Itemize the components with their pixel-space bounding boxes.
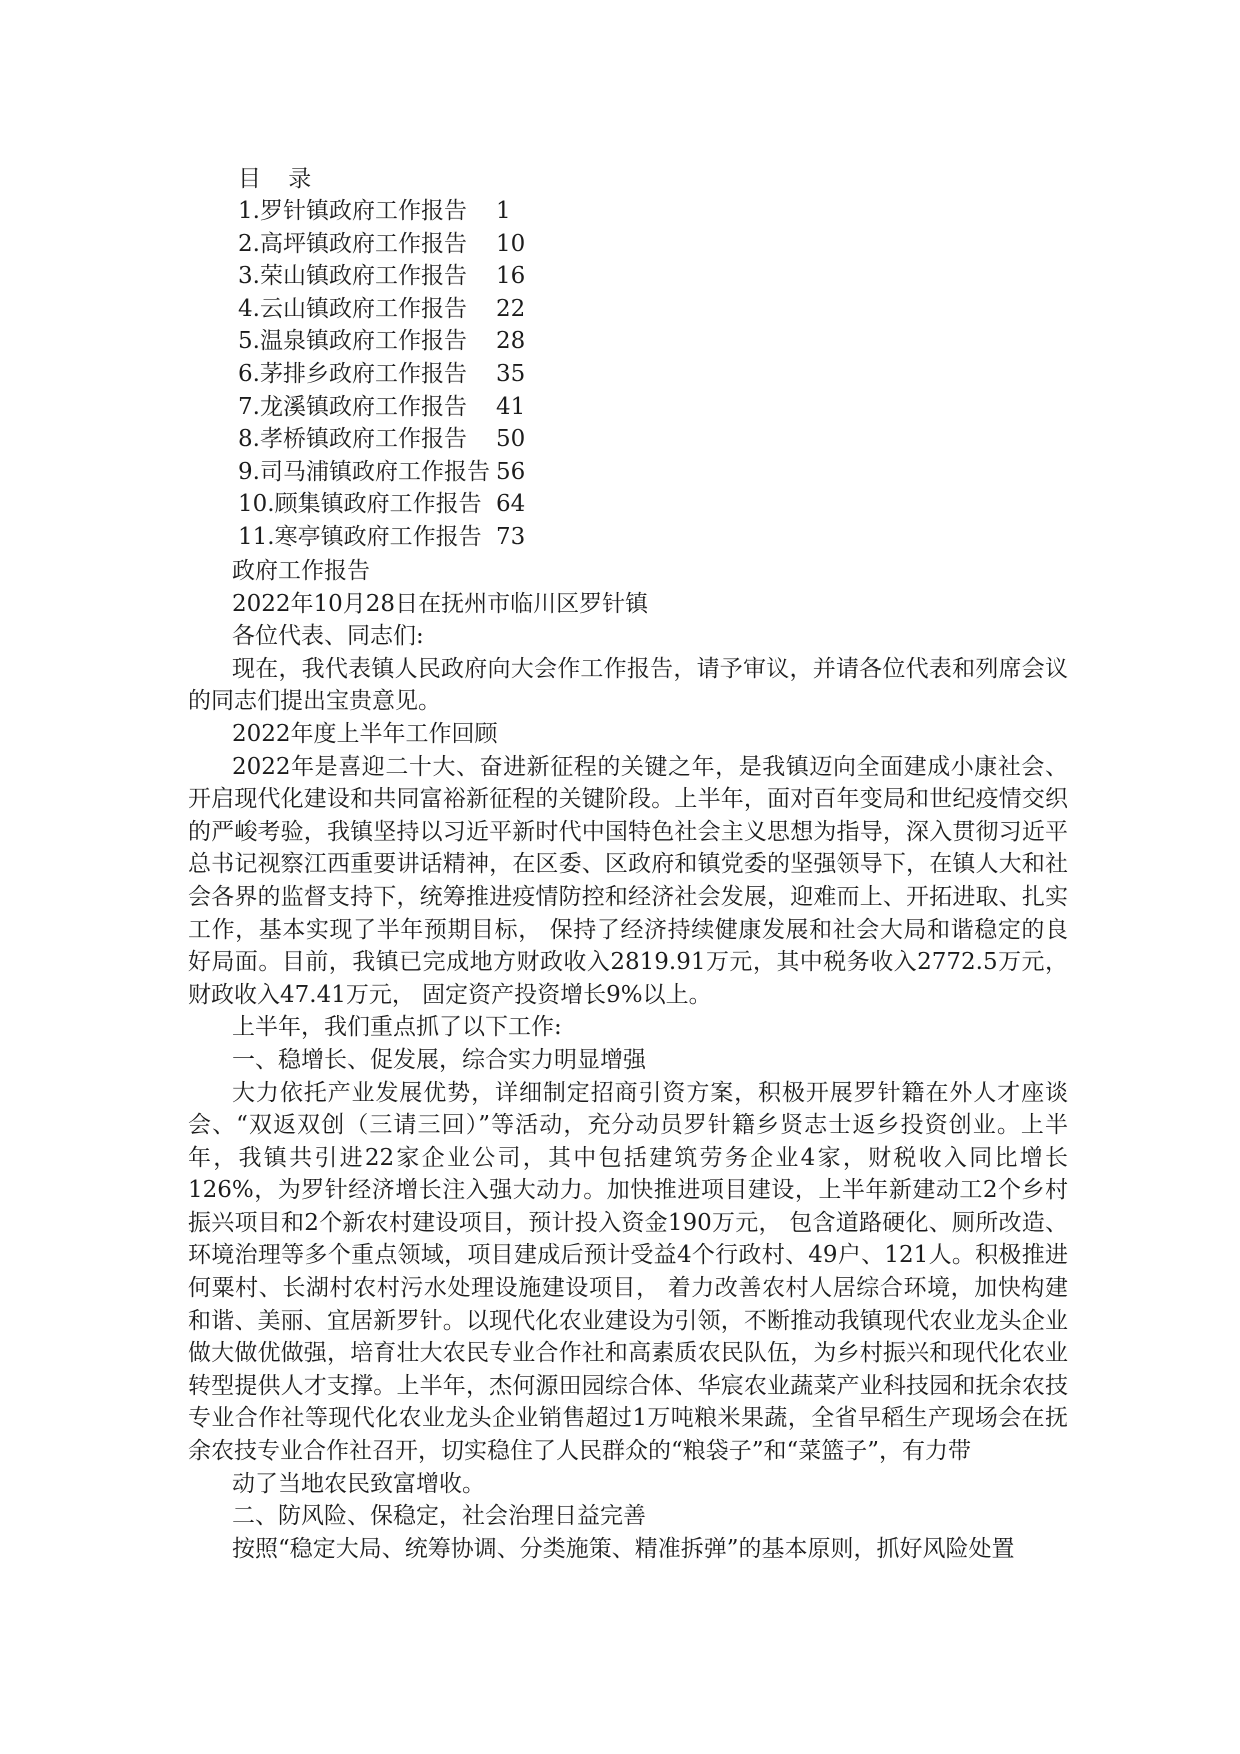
overview-paragraph: 2022年是喜迎二十大、奋进新征程的关键之年，是我镇迈向全面建成小康社会、开启现代化建设和共同富裕新征程的关键阶段。上半年，面对百年变局和世纪疫情交织的严峻考验，我镇坚持以习近平新时代中国特色社会主义思想为指导，深入贯彻习近平总书记视察江西重要讲话精神，在区委、区政府和镇党委的坚强领导下，在镇人大和社会各界的监督支持下，统筹推进疫情防控和经济社会发展，迎难而上、开拓进取、扎实工作，基本实现了半年预期目标， 保持了经济持续健康发展和社会大局和谐稳定的良好局面。目前，我镇已完成地方财政收入2819.91万元，其中税务收入2772.5万元，财政收入47.41万元， 固定资产投资增长9%以上。 <box>188 753 1068 1008</box>
toc-list <box>238 195 526 554</box>
toc-item-label: 7.龙溪镇政府工作报告 <box>238 393 467 420</box>
toc-item <box>238 260 526 293</box>
toc-item <box>238 293 526 326</box>
toc-item-label: 6.茅排乡政府工作报告 <box>238 360 467 387</box>
toc-item-label: 8.孝桥镇政府工作报告 <box>238 426 467 453</box>
toc-item-page: 64 <box>496 491 526 518</box>
toc-item <box>238 195 511 228</box>
toc-item-page: 41 <box>496 393 526 420</box>
heading-two: 二、防风险、保稳定，社会治理日益完善 <box>232 1503 646 1530</box>
salutation: 各位代表、同志们: <box>232 623 424 650</box>
toc-item-page: 22 <box>496 295 526 322</box>
intro-paragraph: 现在，我代表镇人民政府向大会作工作报告，请予审议，并请各位代表和列席会议的同志们提出宝贵意见。 <box>188 655 1068 715</box>
toc-title: 目 录 <box>238 166 322 192</box>
toc-item-page: 16 <box>496 263 526 290</box>
report-body <box>188 555 1068 1565</box>
toc-item-label: 1.罗针镇政府工作报告 <box>238 198 467 224</box>
toc-item-label: 10.顾集镇政府工作报告 <box>238 491 482 518</box>
toc-item <box>238 521 526 554</box>
toc-item <box>238 228 526 261</box>
toc-item-label: 9.司马浦镇政府工作报告 <box>238 458 490 485</box>
table-of-contents <box>238 163 526 554</box>
toc-item-label: 11.寒亭镇政府工作报告 <box>238 523 482 550</box>
section-title: 2022年度上半年工作回顾 <box>232 720 498 747</box>
paragraph-one: 大力依托产业发展优势，详细制定招商引资方案，积极开展罗针籍在外人才座谈会、“双返双创（三请三回）”等活动，充分动员罗针籍乡贤志士返乡投资创业。上半年，我镇共引进22家企业公司，其中包括建筑劳务企业4家，财税收入同比增长126%，为罗针经济增长注入强大动力。加快推进项目建设，上半年新建动工2个乡村振兴项目和2个新农村建设项目，预计投入资金190万元， 包含道路硬化、厕所改造、环境治理等多个重点领域，项目建成后预计受益4个行政村、49户、121人。积极推进何粟村、长湖村农村污水处理设施建设项目， 着力改善农村人居综合环境，加快构建和谐、美丽、宜居新罗针。以现代化农业建设为引领，不断推动我镇现代农业龙头企业做大做优做强，培育壮大农民专业合作社和高素质农民队伍，为乡村振兴和现代化农业转型提供人才支撑。上半年，杰何源田园综合体、华宸农业蔬菜产业科技园和抚余农技专业合作社等现代化农业龙头企业销售超过1万吨粮米果蔬，全省早稻生产现场会在抚余农技专业合作社召开，切实稳住了人民群众的“粮袋子”和“菜篮子”，有力带 <box>188 1079 1068 1465</box>
paragraph-one-continued: 动了当地农民致富增收。 <box>232 1470 485 1497</box>
heading-one: 一、稳增长、促发展，综合实力明显增强 <box>232 1046 646 1073</box>
report-title: 政府工作报告 <box>232 558 370 584</box>
toc-item <box>238 358 526 391</box>
toc-item-page: 28 <box>496 328 526 355</box>
toc-item-label: 5.温泉镇政府工作报告 <box>238 328 467 355</box>
paragraph-two: 按照“稳定大局、统筹协调、分类施策、精准拆弹”的基本原则，抓好风险处置 <box>232 1535 1015 1562</box>
work-intro: 上半年，我们重点抓了以下工作: <box>232 1014 562 1041</box>
toc-item <box>238 456 526 489</box>
report-date-place: 2022年10月28日在抚州市临川区罗针镇 <box>232 590 649 617</box>
toc-item-label: 3.荣山镇政府工作报告 <box>238 263 467 290</box>
toc-item-page: 1 <box>496 198 511 224</box>
toc-item-page: 73 <box>496 523 526 550</box>
toc-item-page: 50 <box>496 426 526 453</box>
toc-item <box>238 423 526 456</box>
toc-item-page: 35 <box>496 360 526 387</box>
toc-item-page: 56 <box>496 458 526 485</box>
toc-item-page: 10 <box>496 230 526 257</box>
toc-item <box>238 488 526 521</box>
toc-item <box>238 391 526 424</box>
toc-item-label: 4.云山镇政府工作报告 <box>238 295 467 322</box>
toc-item-label: 2.高坪镇政府工作报告 <box>238 230 467 257</box>
toc-item <box>238 325 526 358</box>
